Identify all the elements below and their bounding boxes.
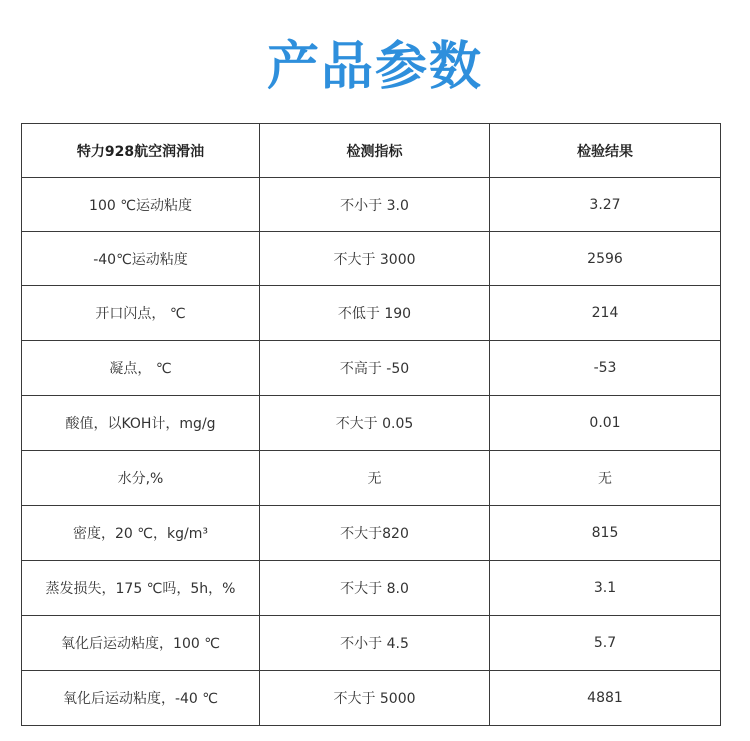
row-parameter: 密度，20 ℃，kg/m³ bbox=[22, 506, 260, 561]
row-index: 不高于 -50 bbox=[260, 341, 490, 396]
table-row bbox=[22, 671, 721, 726]
row-parameter: 凝点， ℃ bbox=[22, 341, 260, 396]
table-row bbox=[22, 616, 721, 671]
row-parameter: 酸值，以KOH计，mg/g bbox=[22, 396, 260, 451]
table-header-row bbox=[22, 124, 721, 178]
row-result: 3.1 bbox=[490, 561, 721, 616]
header-test-index: 检测指标 bbox=[260, 124, 490, 178]
row-index: 不大于 0.05 bbox=[260, 396, 490, 451]
row-index: 不大于820 bbox=[260, 506, 490, 561]
row-index: 不大于 5000 bbox=[260, 671, 490, 726]
table-row bbox=[22, 561, 721, 616]
row-index: 不小于 3.0 bbox=[260, 178, 490, 232]
table-row bbox=[22, 451, 721, 506]
parameter-table bbox=[21, 123, 721, 726]
header-test-result: 检验结果 bbox=[490, 124, 721, 178]
row-result: 无 bbox=[490, 451, 721, 506]
row-index: 不小于 4.5 bbox=[260, 616, 490, 671]
table-row bbox=[22, 286, 721, 341]
row-parameter: 氧化后运动粘度，100 ℃ bbox=[22, 616, 260, 671]
row-result: -53 bbox=[490, 341, 721, 396]
row-parameter: 开口闪点， ℃ bbox=[22, 286, 260, 341]
row-result: 815 bbox=[490, 506, 721, 561]
page-title: 产品参数 bbox=[266, 37, 483, 97]
row-index: 无 bbox=[260, 451, 490, 506]
row-parameter: 水分,% bbox=[22, 451, 260, 506]
row-result: 0.01 bbox=[490, 396, 721, 451]
table-row bbox=[22, 396, 721, 451]
row-result: 4881 bbox=[490, 671, 721, 726]
row-parameter: 氧化后运动粘度，-40 ℃ bbox=[22, 671, 260, 726]
row-index: 不大于 3000 bbox=[260, 232, 490, 286]
row-result: 3.27 bbox=[490, 178, 721, 232]
row-result: 2596 bbox=[490, 232, 721, 286]
row-result: 5.7 bbox=[490, 616, 721, 671]
row-index: 不大于 8.0 bbox=[260, 561, 490, 616]
table-row bbox=[22, 341, 721, 396]
row-index: 不低于 190 bbox=[260, 286, 490, 341]
row-parameter: 100 ℃运动粘度 bbox=[22, 178, 260, 232]
table-row bbox=[22, 232, 721, 286]
row-parameter: -40℃运动粘度 bbox=[22, 232, 260, 286]
table-row bbox=[22, 506, 721, 561]
table-row bbox=[22, 178, 721, 232]
row-result: 214 bbox=[490, 286, 721, 341]
row-parameter: 蒸发损失，175 ℃吗，5h，% bbox=[22, 561, 260, 616]
header-product: 特力928航空润滑油 bbox=[22, 124, 260, 178]
